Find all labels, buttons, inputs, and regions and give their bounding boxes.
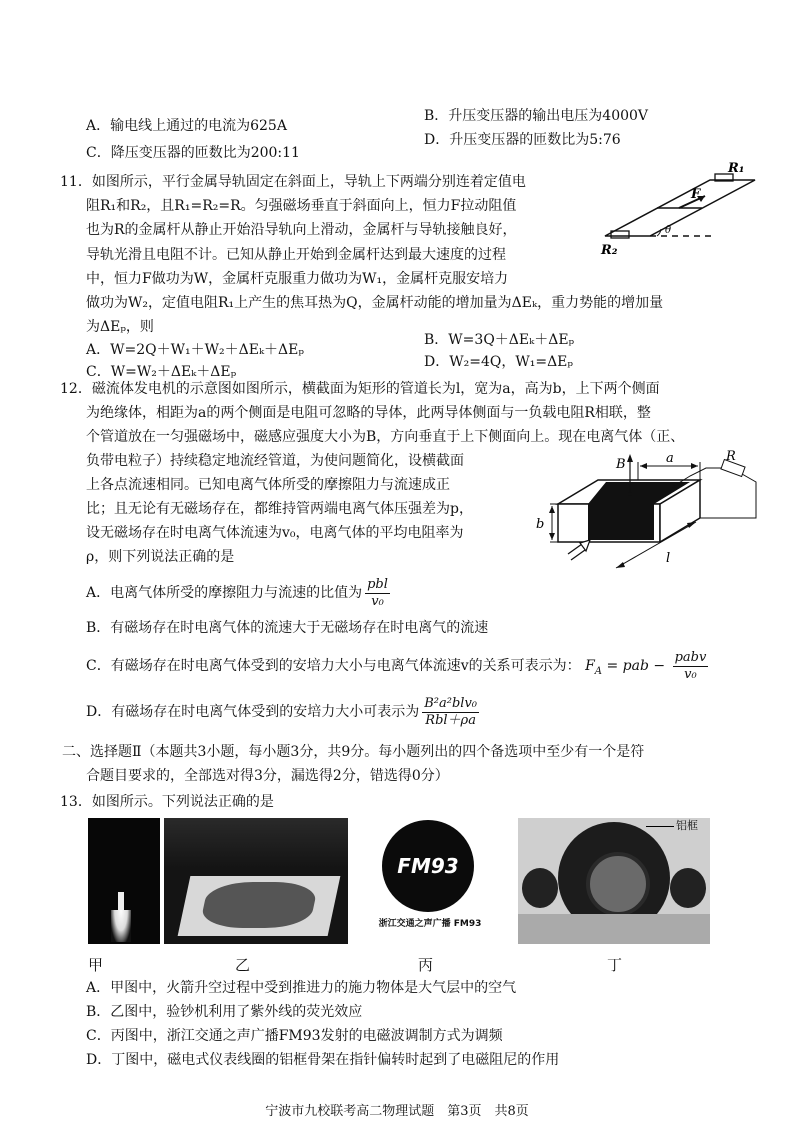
section2-line-2: 合题目要求的，全部选对得3分，漏选得2分，错选得0分） bbox=[86, 768, 449, 784]
q10-option-c: C．降压变压器的匝数比为200:11 bbox=[86, 145, 300, 161]
fm93-logo-text: FM93 bbox=[397, 854, 459, 878]
q13-caption-bing: 丙 bbox=[418, 956, 434, 974]
q12-label-b-height: b bbox=[536, 517, 545, 532]
q12-label-a: a bbox=[666, 451, 674, 466]
q10-option-b: B．升压变压器的输出电压为4000V bbox=[424, 108, 649, 124]
q13-option-b: B．乙图中，验钞机利用了紫外线的荧光效应 bbox=[86, 1004, 363, 1020]
q12-option-c-fraction: $\frac{\text{pabv}}{\text{v₀}}$ bbox=[674, 649, 707, 682]
q11-label-f: F bbox=[691, 187, 701, 202]
q12-option-d: D．有磁场存在时电离气体受到的安培力大小可表示为 $\frac{\text{B²a²blv₀}}{\text{Rbl＋ρa}}$ bbox=[86, 695, 477, 728]
q11-option-d: D．W₂=4Q，W₁=ΔEₚ bbox=[424, 354, 574, 370]
q11-label-r1: R₁ bbox=[728, 161, 745, 176]
q10-option-a: A．输电线上通过的电流为625A bbox=[86, 118, 287, 134]
q11-option-b: B．W=3Q＋ΔEₖ＋ΔEₚ bbox=[424, 332, 575, 348]
q12-line-1: 12．磁流体发电机的示意图如图所示，横截面为矩形的管道长为l，宽为a，高为b，上下两个侧面 bbox=[60, 381, 660, 397]
q11-rail-diagram bbox=[595, 158, 765, 260]
q13-option-a: A．甲图中，火箭升空过程中受到推进力的施力物体是大气层中的空气 bbox=[86, 980, 517, 996]
fm93-station-name: 浙江交通之声广播 FM93 bbox=[378, 919, 482, 929]
section2-line-1: 二、选择题Ⅱ（本题共3小题，每小题3分，共9分。每小题列出的四个备选项中至少有一个是符 bbox=[62, 744, 645, 760]
q12-line-4: 负带电粒子）持续稳定地流经管道，为使问题简化，设横截面 bbox=[86, 453, 464, 469]
q11-line-4: 导轨光滑且电阻不计。已知从静止开始到金属杆达到最大速度的过程 bbox=[86, 247, 506, 263]
q11-line-7: 为ΔEₚ，则 bbox=[86, 319, 154, 335]
q11-line-1: 11．如图所示，平行金属导轨固定在斜面上，导轨上下两端分别连着定值电 bbox=[60, 174, 526, 190]
q11-line-5: 中，恒力F做功为W，金属杆克服重力做功为W₁，金属杆克服安培力 bbox=[86, 271, 509, 287]
q11-label-theta: θ bbox=[665, 225, 672, 236]
q13-caption-jia: 甲 bbox=[88, 956, 104, 974]
q11-option-a: A．W=2Q＋W₁＋W₂＋ΔEₖ＋ΔEₚ bbox=[86, 342, 304, 358]
q12-line-6: 比；且无论有无磁场存在，都维持管两端电离气体压强差为p， bbox=[86, 501, 473, 517]
q12-line-2: 为绝缘体，相距为a的两个侧面是电阻可忽略的导体，此两导体侧面与一负载电阻R相联，整 bbox=[86, 405, 651, 421]
q12-label-l: l bbox=[666, 551, 671, 566]
q13-label-aluminum-frame: 铝框 bbox=[676, 819, 698, 832]
q12-option-a-fraction: $\frac{\text{pbl}}{\text{v₀}}$ bbox=[367, 576, 388, 609]
q11-option-c: C．W=W₂＋ΔEₖ＋ΔEₚ bbox=[86, 364, 237, 380]
q12-label-r: R bbox=[726, 450, 736, 464]
q11-label-r2: R₂ bbox=[601, 243, 618, 258]
q12-option-c: C．有磁场存在时电离气体受到的安培力大小与电离气体流速v的关系可表示为： $F_A$ = pab − $\frac{\text{pabv}}{\text{v₀}}$ bbox=[86, 649, 707, 682]
q11-line-6: 做功为W₂，定值电阻R₁上产生的焦耳热为Q，金属杆动能的增加量为ΔEₖ，重力势能的增加量 bbox=[86, 295, 664, 311]
q12-option-a: A．电离气体所受的摩擦阻力与流速的比值为 $\frac{\text{pbl}}{\text{v₀}}$ bbox=[86, 576, 388, 609]
q12-label-b-field: B bbox=[616, 457, 626, 472]
q12-option-b: B．有磁场存在时电离气体的流速大于无磁场存在时电离气的流速 bbox=[86, 620, 489, 636]
q13-option-d: D．丁图中，磁电式仪表线圈的铝框骨架在指针偏转时起到了电磁阻尼的作用 bbox=[86, 1052, 560, 1068]
q12-line-7: 设无磁场存在时电离气体流速为v₀，电离气体的平均电阻率为 bbox=[86, 525, 464, 541]
q12-line-3: 个管道放在一匀强磁场中，磁感应强度大小为B，方向垂直于上下侧面向上。现在电离气体（正、 bbox=[86, 429, 685, 445]
q13-caption-yi: 乙 bbox=[235, 956, 251, 974]
q12-line-5: 上各点流速相同。已知电离气体所受的摩擦阻力与流速成正 bbox=[86, 477, 450, 493]
q11-line-2: 阻R₁和R₂，且R₁=R₂=R。匀强磁场垂直于斜面向上，恒力F拉动阻值 bbox=[86, 198, 517, 214]
q11-line-3: 也为R的金属杆从静止开始沿导轨向上滑动，金属杆与导轨接触良好， bbox=[86, 222, 517, 238]
q13-caption-ding: 丁 bbox=[607, 956, 623, 974]
q13-photo-rocket bbox=[88, 818, 160, 944]
q13-photo-meter-coil bbox=[518, 818, 710, 944]
q12-option-d-fraction: $\frac{\text{B²a²blv₀}}{\text{Rbl＋ρa}}$ bbox=[424, 695, 477, 728]
q13-photo-money-detector bbox=[164, 818, 348, 944]
q13-stem: 13．如图所示。下列说法正确的是 bbox=[60, 794, 274, 810]
page-footer: 宁波市九校联考高二物理试题 第3页 共8页 bbox=[265, 1104, 529, 1119]
q13-option-c: C．丙图中，浙江交通之声广播FM93发射的电磁波调制方式为调频 bbox=[86, 1028, 503, 1044]
q10-option-d: D．升压变压器的匝数比为5:76 bbox=[424, 132, 621, 148]
q13-photo-fm93-logo bbox=[370, 818, 490, 944]
q12-mhd-generator-diagram bbox=[530, 450, 770, 582]
q12-line-8: ρ，则下列说法正确的是 bbox=[86, 549, 235, 565]
